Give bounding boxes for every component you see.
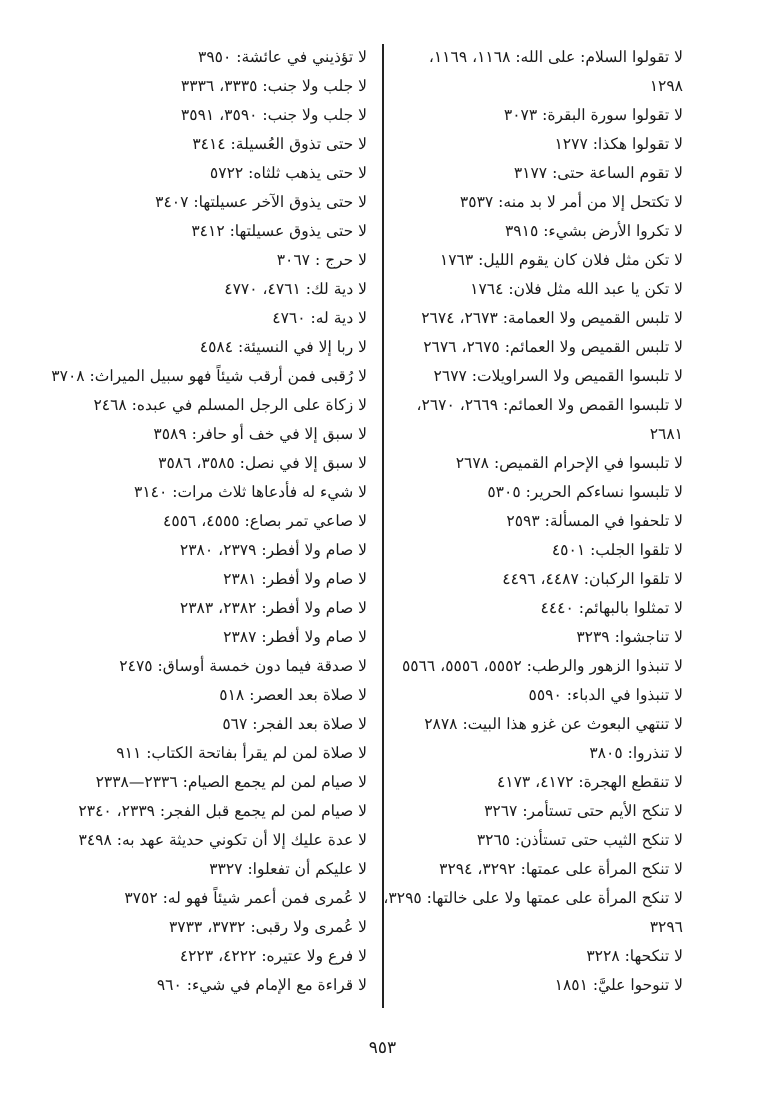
index-entry: ٣٢٩٦ <box>649 918 683 936</box>
index-entry: لا صيام لمن لم يجمع الصيام: ٢٣٣٦—٢٣٣٨ <box>95 773 367 791</box>
index-entry: لا تنكح المرأة على عمتها ولا على خالتها: ٣٢٩٥، <box>383 889 683 907</box>
index-entry: لا سبق إلا في خف أو حافر: ٣٥٨٩ <box>153 425 367 443</box>
index-entry: لا تنكح الأيم حتى تستأمر: ٣٢٦٧ <box>484 802 683 820</box>
index-entry: لا تقولوا السلام: على الله: ١١٦٨، ١١٦٩، <box>428 48 683 66</box>
index-entry: لا حتى يذوق الآخر عسيلتها: ٣٤٠٧ <box>155 193 367 211</box>
index-entry: لا جلب ولا جنب: ٣٥٩٠، ٣٥٩١ <box>180 106 367 124</box>
index-entry: لا سبق إلا في نصل: ٣٥٨٥، ٣٥٨٦ <box>158 454 367 472</box>
index-entry: لا تنبذوا في الدباء: ٥٥٩٠ <box>528 686 683 704</box>
index-entry: لا رُقبى فمن أرقب شيئاً فهو سبيل الميراث: ٣٧٠٨ <box>51 367 367 385</box>
index-entry: لا حرج : ٣٠٦٧ <box>276 251 367 269</box>
index-entry: لا تلقوا الجلب: ٤٥٠١ <box>551 541 683 559</box>
index-entry: لا تلحفوا في المسألة: ٢٥٩٣ <box>506 512 683 530</box>
index-column-right <box>383 43 683 1000</box>
index-entry: ٢٦٨١ <box>649 425 683 443</box>
index-entry: لا صاعي تمر بصاع: ٤٥٥٥، ٤٥٥٦ <box>163 512 367 530</box>
index-entry: لا حتى يذهب ثلثاه: ٥٧٢٢ <box>209 164 367 182</box>
index-entry: لا حتى تذوق العُسيلة: ٣٤١٤ <box>192 135 367 153</box>
index-entry: لا تكروا الأرض بشيء: ٣٩١٥ <box>504 222 683 240</box>
index-entry: لا صام ولا أفطر: ٢٣٨١ <box>223 570 367 588</box>
column-divider <box>382 44 384 1008</box>
index-entry: لا تقولوا سورة البقرة: ٣٠٧٣ <box>503 106 683 124</box>
index-entry: لا فرع ولا عتيره: ٤٢٢٢، ٤٢٢٣ <box>179 947 367 965</box>
index-entry: لا تنكح المرأة على عمتها: ٣٢٩٢، ٣٢٩٤ <box>439 860 683 878</box>
index-entry: لا تكن مثل فلان كان يقوم الليل: ١٧٦٣ <box>439 251 683 269</box>
index-entry: لا تنقطع الهجرة: ٤١٧٢، ٤١٧٣ <box>496 773 683 791</box>
index-entry: لا قراءة مع الإمام في شيء: ٩٦٠ <box>156 976 367 994</box>
index-entry: لا دية لك: ٤٧٦١، ٤٧٧٠ <box>224 280 367 298</box>
index-entry: لا صلاة بعد الفجر: ٥٦٧ <box>222 715 367 733</box>
index-entry: لا عليكم أن تفعلوا: ٣٣٢٧ <box>209 860 367 878</box>
index-entry: لا ربا إلا في النسيئة: ٤٥٨٤ <box>199 338 367 356</box>
index-entry: لا دية له: ٤٧٦٠ <box>272 309 367 327</box>
index-entry: لا تنكحها: ٣٢٢٨ <box>586 947 683 965</box>
index-entry: لا حتى يذوق عسيلتها: ٣٤١٢ <box>191 222 367 240</box>
index-entry: لا عدة عليك إلا أن تكوني حديثة عهد به: ٣٤٩٨ <box>78 831 367 849</box>
index-entry: لا تنوحوا عليَّ: ١٨٥١ <box>554 976 683 994</box>
index-entry: ١٢٩٨ <box>649 77 683 95</box>
index-entry: لا تلبسوا القمص ولا العمائم: ٢٦٦٩، ٢٦٧٠، <box>416 396 683 414</box>
index-entry: لا تنتهي البعوث عن غزو هذا البيت: ٢٨٧٨ <box>424 715 683 733</box>
index-entry: لا صام ولا أفطر: ٢٣٧٩، ٢٣٨٠ <box>179 541 367 559</box>
index-entry: لا عُمرى ولا رقبى: ٣٧٣٢، ٣٧٣٣ <box>168 918 367 936</box>
index-entry: لا صلاة لمن لم يقرأ بفاتحة الكتاب: ٩١١ <box>116 744 367 762</box>
index-entry: لا تنبذوا الزهور والرطب: ٥٥٥٢، ٥٥٥٦، ٥٥٦٦ <box>401 657 683 675</box>
index-entry: لا صدقة فيما دون خمسة أوساق: ٢٤٧٥ <box>119 657 367 675</box>
index-entry: لا زكاة على الرجل المسلم في عبده: ٢٤٦٨ <box>93 396 367 414</box>
index-entry: لا تلبس القميص ولا العمامة: ٢٦٧٣، ٢٦٧٤ <box>421 309 683 327</box>
index-entry: لا تكن يا عبد الله مثل فلان: ١٧٦٤ <box>470 280 683 298</box>
index-entry: لا تمثلوا بالبهائم: ٤٤٤٠ <box>540 599 683 617</box>
page-number: ٩٥٣ <box>368 1038 397 1058</box>
index-entry: لا تلبسوا في الإحرام القميص: ٢٦٧٨ <box>455 454 683 472</box>
index-entry: لا صام ولا أفطر: ٢٣٨٧ <box>223 628 367 646</box>
index-entry: لا صلاة بعد العصر: ٥١٨ <box>219 686 367 704</box>
index-entry: لا تقولوا هكذا: ١٢٧٧ <box>554 135 683 153</box>
index-entry: لا تنكح الثيب حتى تستأذن: ٣٢٦٥ <box>476 831 683 849</box>
index-entry: لا تلبسوا القميص ولا السراويلات: ٢٦٧٧ <box>433 367 683 385</box>
index-entry: لا صام ولا أفطر: ٢٣٨٢، ٢٣٨٣ <box>179 599 367 617</box>
index-entry: لا تلقوا الركبان: ٤٤٨٧، ٤٤٩٦ <box>502 570 683 588</box>
index-entry: لا عُمرى فمن أعمر شيئاً فهو له: ٣٧٥٢ <box>124 889 367 907</box>
index-entry: لا تكتحل إلا من أمر لا بد منه: ٣٥٣٧ <box>459 193 683 211</box>
index-entry: لا تناجشوا: ٣٢٣٩ <box>576 628 683 646</box>
index-entry: لا تقوم الساعة حتى: ٣١٧٧ <box>513 164 683 182</box>
index-entry: لا تنذروا: ٣٨٠٥ <box>589 744 683 762</box>
index-entry: لا تؤذيني في عائشة: ٣٩٥٠ <box>198 48 367 66</box>
index-entry: لا شيء له فأدعاها ثلاث مرات: ٣١٤٠ <box>134 483 367 501</box>
index-entry: لا صيام لمن لم يجمع قبل الفجر: ٢٣٣٩، ٢٣٤٠ <box>78 802 367 820</box>
index-entry: لا تلبسوا نساءكم الحرير: ٥٣٠٥ <box>487 483 683 501</box>
index-column-left <box>51 43 367 1000</box>
index-entry: لا تلبس القميص ولا العمائم: ٢٦٧٥، ٢٦٧٦ <box>423 338 683 356</box>
index-entry: لا جلب ولا جنب: ٣٣٣٥، ٣٣٣٦ <box>180 77 367 95</box>
